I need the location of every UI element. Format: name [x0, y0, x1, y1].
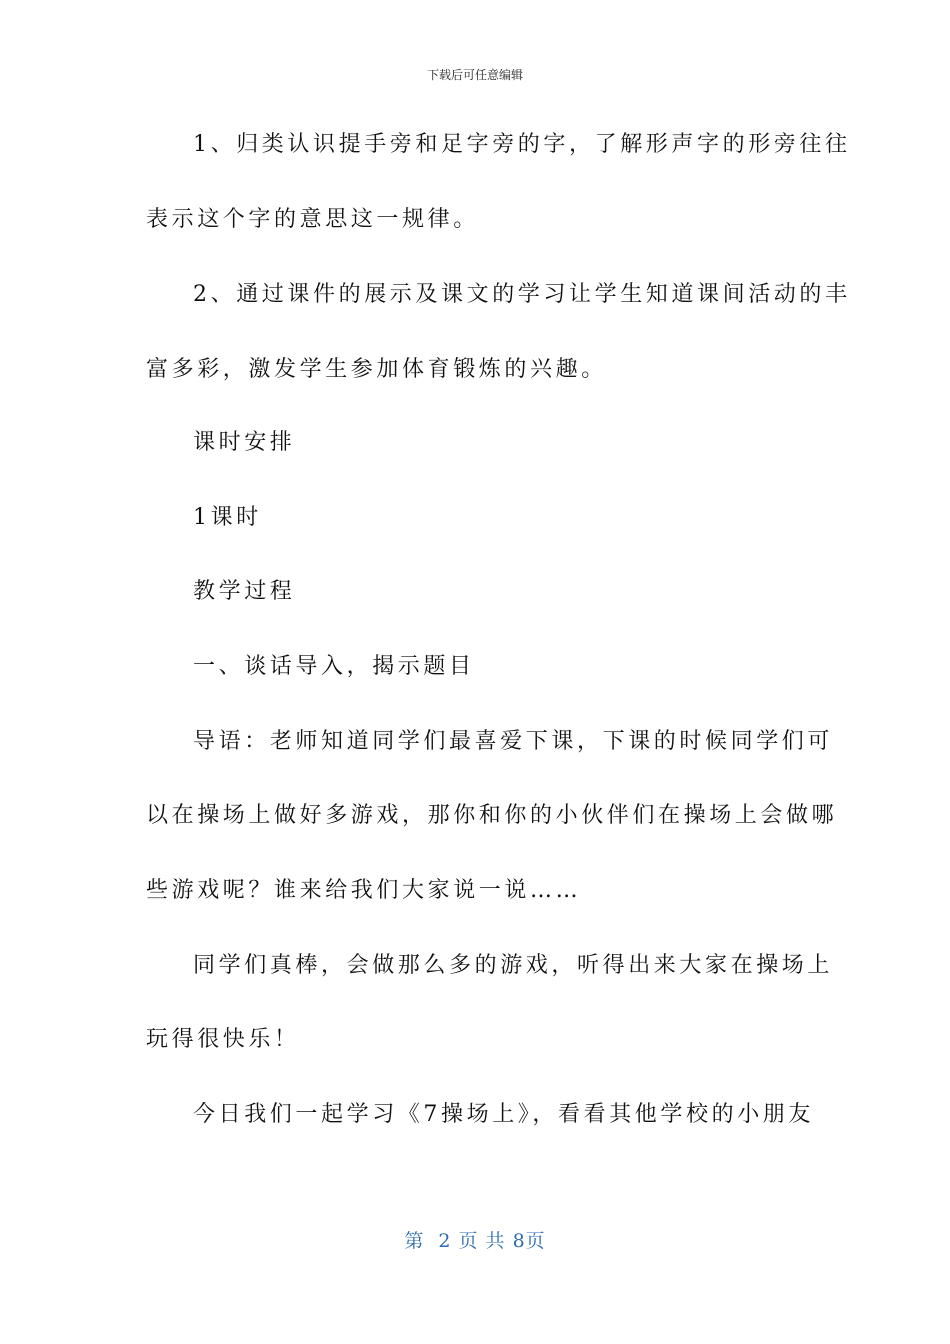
- paragraph-line: 今日我们一起学习《7操场上》，看看其他学校的小朋友: [193, 1102, 814, 1127]
- page-number: 第 2 页 共 8页: [404, 1230, 546, 1252]
- paragraph-line: 富多彩，激发学生参加体育锻炼的兴趣。: [146, 357, 607, 382]
- paragraph-line: 表示这个字的意思这一规律。: [146, 207, 479, 232]
- paragraph-line: 1课时: [193, 505, 262, 530]
- paragraph-line: 导语：老师知道同学们最喜爱下课，下课的时候同学们可: [193, 729, 834, 754]
- section-heading: 课时安排: [193, 430, 296, 455]
- paragraph-line: 2、通过课件的展示及课文的学习让学生知道课间活动的丰: [193, 282, 851, 307]
- paragraph-line: 玩得很快乐！: [146, 1027, 300, 1052]
- paragraph-line: 些游戏呢？谁来给我们大家说一说……: [146, 878, 582, 903]
- paragraph-line: 同学们真棒，会做那么多的游戏，听得出来大家在操场上: [193, 953, 834, 978]
- header-note: 下载后可任意编辑: [426, 68, 523, 82]
- paragraph-line: 以在操场上做好多游戏，那你和你的小伙伴们在操场上会做哪: [146, 803, 838, 828]
- section-heading: 一、谈话导入，揭示题目: [193, 654, 475, 679]
- section-heading: 教学过程: [193, 579, 296, 604]
- paragraph-line: 1、归类认识提手旁和足字旁的字，了解形声字的形旁往往: [193, 132, 851, 157]
